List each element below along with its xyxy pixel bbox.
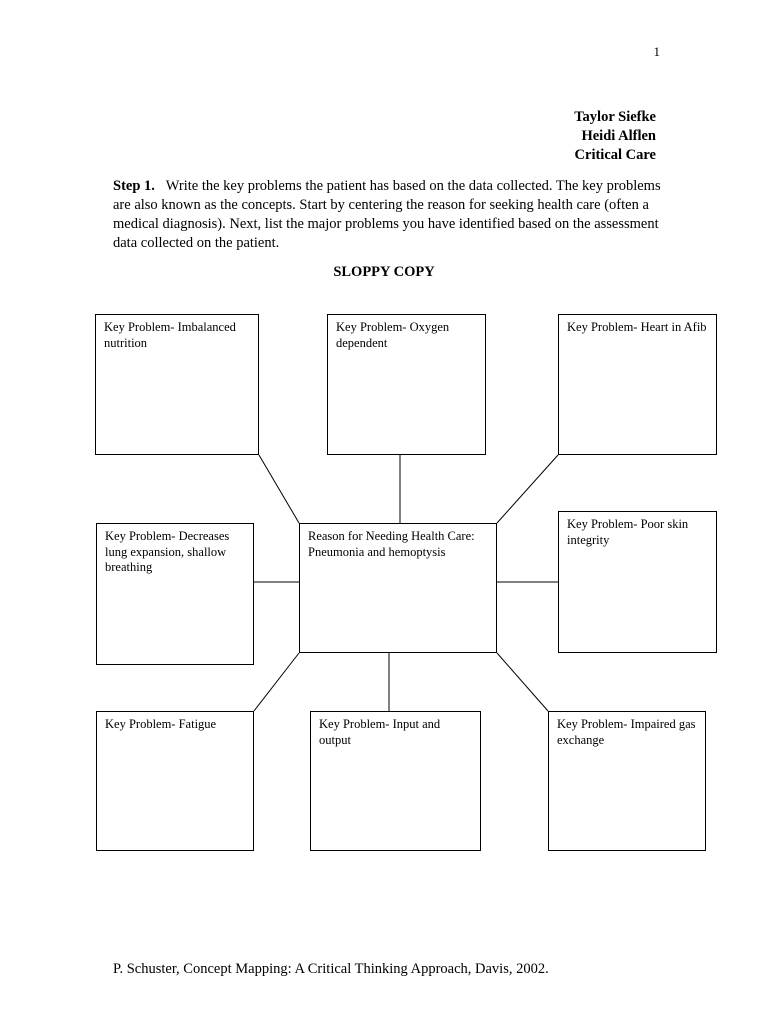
- key-problem-box-bottom-left: Key Problem- Fatigue: [96, 711, 254, 851]
- student-name-2: Heidi Alflen: [581, 128, 656, 144]
- page-number: 1: [653, 44, 660, 59]
- reason-for-care-center-box: Reason for Needing Health Care: Pneumonia and hemoptysis: [299, 523, 497, 653]
- connector-top-right: [497, 455, 558, 523]
- key-problem-box-top-center: Key Problem- Oxygen dependent: [327, 314, 486, 455]
- course-name: Critical Care: [574, 147, 656, 163]
- step-label: Step 1.: [113, 178, 155, 194]
- key-problem-box-bottom-right: Key Problem- Impaired gas exchange: [548, 711, 706, 851]
- map-title: SLOPPY COPY: [333, 264, 435, 280]
- key-problem-box-top-right: Key Problem- Heart in Afib: [558, 314, 717, 455]
- connector-bottom-left: [254, 653, 299, 711]
- footer-citation: P. Schuster, Concept Mapping: A Critical Thinking Approach, Davis, 2002.: [113, 961, 549, 977]
- key-problem-box-top-left: Key Problem- Imbalanced nutrition: [95, 314, 259, 455]
- connector-top-left: [259, 455, 299, 523]
- connector-bottom-right: [497, 653, 548, 711]
- key-problem-box-bottom-center: Key Problem- Input and output: [310, 711, 481, 851]
- key-problem-box-middle-right: Key Problem- Poor skin integrity: [558, 511, 717, 653]
- student-name-1: Taylor Siefke: [574, 109, 656, 125]
- key-problem-box-middle-left: Key Problem- Decreases lung expansion, shallow breathing: [96, 523, 254, 665]
- instructions-text: Write the key problems the patient has based on the data collected. The key problems are also known as the concepts. Start by centering the reason for seeking health care (often a medical diagnosis). Next, list the major problems you have identified based on the assessment data collected on the patient.: [113, 178, 661, 251]
